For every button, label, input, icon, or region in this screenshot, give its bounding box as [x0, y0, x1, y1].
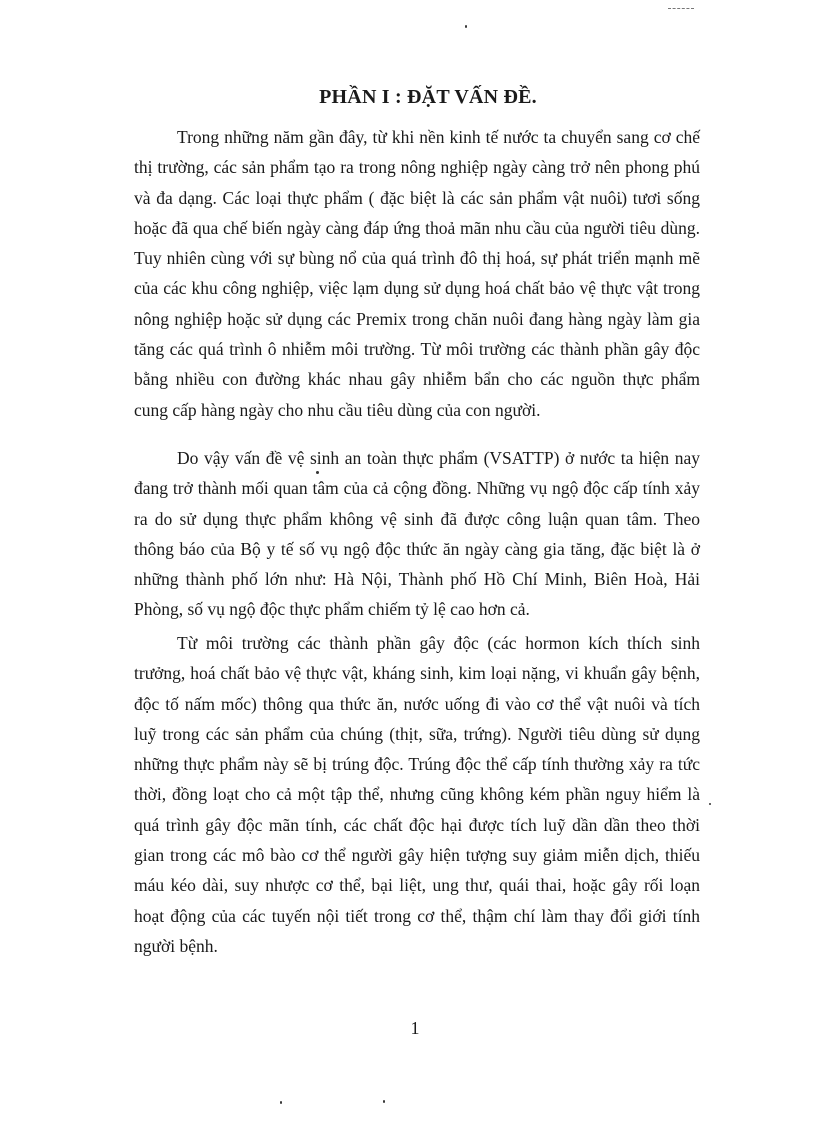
- paragraph-line: tăng các quá trình ô nhiễm môi trường. Từ môi trường các thành phần gây độc: [134, 339, 700, 360]
- paragraph-line: bằng nhiều con đường khác nhau gây nhiễm bẩn cho các nguồn thực phẩm: [134, 369, 700, 390]
- paragraph-2: [134, 443, 700, 625]
- paragraph-line: và đa dạng. Các loại thực phẩm ( đặc biệt là các sản phẩm vật nuôi) tươi sống: [134, 187, 700, 208]
- scan-artifact: [668, 8, 694, 10]
- paragraph-line: quá trình gây độc mãn tính, các chất độc hại được tích luỹ dần dần theo thời: [134, 814, 700, 835]
- paragraph-line: của các khu công nghiệp, việc lạm dụng sử dụng hoá chất bảo vệ thực vật trong: [134, 278, 700, 299]
- scan-speck: [465, 25, 467, 28]
- paragraph-line: hoặc đã qua chế biến ngày càng đáp ứng thoả mãn nhu cầu của người tiêu dùng.: [134, 217, 700, 238]
- paragraph-1: [134, 122, 700, 425]
- paragraph-line: trưởng, hoá chất bảo vệ thực vật, kháng sinh, kim loại nặng, vi khuẩn gây bệnh,: [134, 663, 700, 684]
- paragraph-line: cung cấp hàng ngày cho nhu cầu tiêu dùng của con người.: [134, 399, 541, 420]
- paragraph-line: thời, đồng loạt cho cả một tập thể, nhưng cũng không kém phần nguy hiểm là: [134, 784, 700, 805]
- paragraph-line: đang trở thành mối quan tâm của cả cộng đồng. Những vụ ngộ độc cấp tính xảy: [134, 478, 700, 499]
- paragraph-line: gian trong các mô bào cơ thể người gây hiện tượng suy giảm miễn dịch, thiếu: [134, 845, 700, 866]
- paragraph-line: nông nghiệp hoặc sử dụng các Premix trong chăn nuôi đang hàng ngày làm gia: [134, 308, 700, 329]
- paragraph-line: Trong những năm gần đây, từ khi nền kinh tế nước ta chuyển sang cơ chế: [177, 127, 700, 147]
- paragraph-line: những thực phẩm này sẽ bị trúng độc. Trúng độc thể cấp tính thường xảy ra tức: [134, 754, 700, 775]
- page-number: 1: [410, 1018, 420, 1038]
- paragraph-line: thị trường, các sản phẩm tạo ra trong nông nghiệp ngày càng trở nên phong phú: [134, 157, 700, 178]
- paragraph-line: Tuy nhiên cùng với sự bùng nổ của quá trình đô thị hoá, sự phát triển mạnh mẽ: [134, 248, 700, 269]
- paragraph-3: [134, 628, 700, 961]
- paragraph-line: ra do sử dụng thực phẩm không vệ sinh đã được công luận quan tâm. Theo: [134, 508, 700, 529]
- scan-speck: [280, 1101, 282, 1104]
- paragraph-line: thông báo của Bộ y tế số vụ ngộ độc thức ăn ngày càng gia tăng, đặc biệt là ở: [134, 538, 700, 559]
- paragraph-line: độc tố nấm mốc) thông qua thức ăn, nước uống đi vào cơ thể vật nuôi và tích: [134, 693, 700, 714]
- paragraph-line: người bệnh.: [134, 935, 218, 956]
- paragraph-line: những thành phố lớn như: Hà Nội, Thành phố Hồ Chí Minh, Biên Hoà, Hải: [134, 569, 700, 590]
- paragraph-line: Từ môi trường các thành phần gây độc (các hormon kích thích sinh: [177, 633, 700, 653]
- paragraph-line: luỹ trong các sản phẩm của chúng (thịt, sữa, trứng). Người tiêu dùng sử dụng: [134, 723, 700, 744]
- scan-speck: [709, 803, 711, 805]
- section-title: PHẦN I : ĐẶT VẤN ĐỀ.: [319, 86, 537, 108]
- paragraph-line: hoạt động của các tuyến nội tiết trong cơ thể, thậm chí làm thay đổi giới tính: [134, 905, 700, 926]
- paragraph-line: Phòng, số vụ ngộ độc thực phẩm chiếm tỷ lệ cao hơn cả.: [134, 599, 530, 620]
- paragraph-line: máu kéo dài, suy nhược cơ thể, bại liệt, ung thư, quái thai, hoặc gây rối loạn: [134, 875, 700, 896]
- scan-speck: [383, 1100, 385, 1103]
- paragraph-line: Do vậy vấn đề vệ sinh an toàn thực phẩm (VSATTP) ở nước ta hiện nay: [177, 448, 700, 468]
